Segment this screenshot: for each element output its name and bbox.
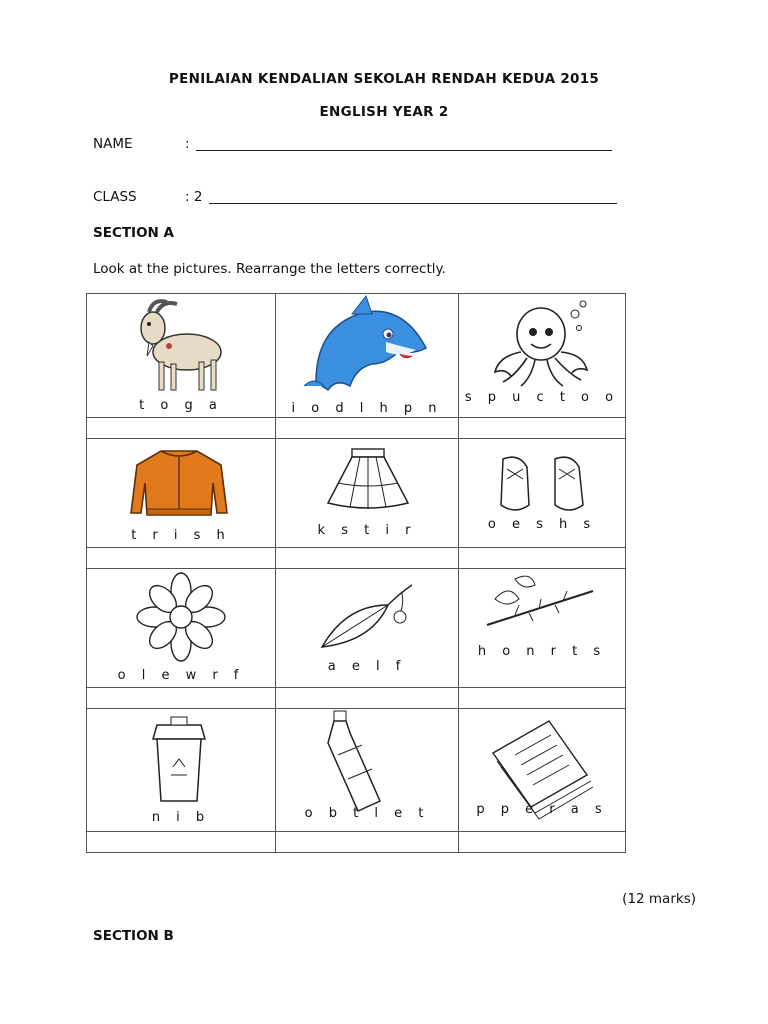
answer-box[interactable] bbox=[87, 548, 276, 569]
section-b-heading: SECTION B bbox=[93, 928, 174, 944]
answer-box[interactable] bbox=[276, 832, 459, 853]
cell-papers bbox=[459, 709, 626, 832]
picture-grid bbox=[86, 293, 626, 853]
cell-bin bbox=[87, 709, 276, 832]
section-a-heading: SECTION A bbox=[93, 225, 175, 241]
cell-goat bbox=[87, 294, 276, 418]
cell-bottle bbox=[276, 709, 459, 832]
dolphin-icon bbox=[276, 294, 459, 417]
letters-skirt: k s t i r bbox=[317, 523, 417, 538]
letters-thorns: h o n r t s bbox=[477, 644, 607, 659]
name-label: NAME bbox=[93, 136, 133, 152]
cell-dolphin bbox=[276, 294, 459, 418]
name-field[interactable] bbox=[196, 150, 612, 151]
cell-octopus bbox=[459, 294, 626, 418]
cell-skirt bbox=[276, 439, 459, 548]
answer-box[interactable] bbox=[276, 688, 459, 709]
answer-box[interactable] bbox=[459, 548, 626, 569]
answer-box[interactable] bbox=[276, 548, 459, 569]
class-field[interactable] bbox=[209, 203, 617, 204]
answer-box[interactable] bbox=[459, 832, 626, 853]
cell-flower bbox=[87, 569, 276, 688]
letters-dolphin: i o d l h p n bbox=[291, 401, 443, 416]
instruction-text: Look at the pictures. Rearrange the letters correctly. bbox=[93, 261, 446, 277]
letters-bottle: o b t l e t bbox=[304, 806, 430, 821]
letters-flower: o l e w r f bbox=[117, 668, 245, 683]
cell-jacket bbox=[87, 439, 276, 548]
cell-shoes bbox=[459, 439, 626, 548]
class-value: : 2 bbox=[185, 189, 203, 205]
class-label: CLASS bbox=[93, 189, 137, 205]
thorns-icon bbox=[459, 569, 626, 687]
name-colon: : bbox=[185, 136, 190, 152]
page-subtitle: ENGLISH YEAR 2 bbox=[319, 104, 449, 120]
letters-goat: t o g a bbox=[139, 398, 223, 413]
page-title: PENILAIAN KENDALIAN SEKOLAH RENDAH KEDUA 2015 bbox=[168, 71, 600, 87]
answer-box[interactable] bbox=[459, 688, 626, 709]
letters-octopus: s p u c t o o bbox=[464, 390, 620, 405]
answer-box[interactable] bbox=[459, 418, 626, 439]
answer-box[interactable] bbox=[87, 418, 276, 439]
cell-thorns bbox=[459, 569, 626, 688]
letters-leaf: a e l f bbox=[327, 659, 407, 674]
marks-label: (12 marks) bbox=[622, 891, 696, 907]
cell-leaf bbox=[276, 569, 459, 688]
answer-box[interactable] bbox=[87, 688, 276, 709]
letters-papers: p p e r a s bbox=[476, 802, 608, 817]
letters-jacket: t r i s h bbox=[131, 528, 231, 543]
answer-box[interactable] bbox=[276, 418, 459, 439]
letters-bin: n i b bbox=[151, 810, 211, 825]
letters-shoes: o e s h s bbox=[487, 517, 597, 532]
answer-box[interactable] bbox=[87, 832, 276, 853]
